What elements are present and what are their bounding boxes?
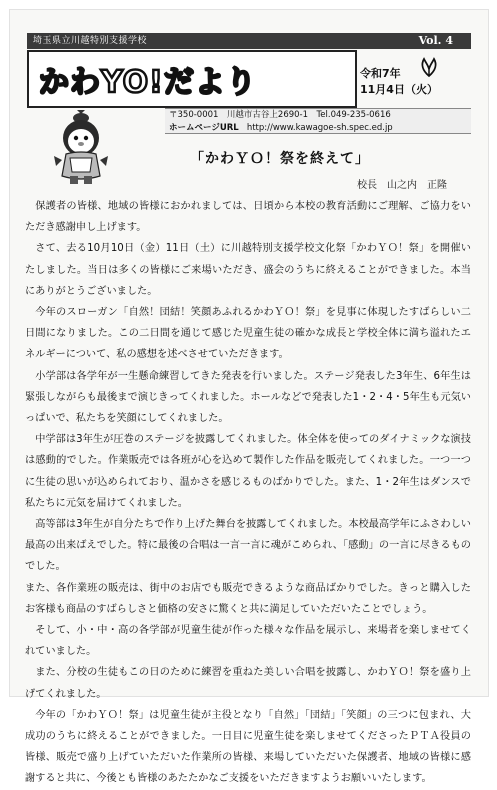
paragraph: さて、去る10月10日（金）11日（土）に川越特別支援学校文化祭「かわＹＯ！祭」を開催いたしました。当日は多くの皆様にご来場いただき、盛会のうちに終えることができました。本当にありがとうございました。 — [25, 243, 471, 297]
paragraph: また、各作業班の販売は、街中のお店でも販売できるような商品ばかりでした。きっと購入したお客様も商品のすばらしさと価格の安さに驚くと共に満足していただいたことでしょう。 — [25, 582, 471, 615]
article-title: 「かわＹＯ！祭を終えて」 — [190, 151, 370, 167]
homepage-label: ホームページURL — [169, 122, 239, 133]
paragraph: 小学部は各学年が一生懸命練習してきた発表を行いました。ステージ発表した3年生、6年生は緊張しながらも最後まで演じきってくれました。ホールなどで発表した1・2・4・5年生も元気いっぱいで、私たちを笑顔にしてくれました。 — [25, 370, 471, 425]
paragraph: 今年のスローガン「自然！団結！笑顔あふれるかわＹＯ！祭」を見事に体現したすばらしい二日間になりました。この二日間を通じて感じた児童生徒の確かな成長と学校全体に満ち溢れたエネルギーについて、私の感想を述べさせていただきます。 — [25, 307, 471, 361]
article-body — [25, 196, 471, 790]
mascot-character-illustration — [46, 110, 116, 190]
newsletter-title-box — [27, 50, 357, 108]
article-author: 校長 山之内 正隆 — [357, 180, 447, 191]
paragraph: 中学部は3年生が圧巻のステージを披露してくれました。体全体を使ってのダイナミックな演技は感動的でした。作業販売では各班が心を込めて製作した作品を販売してくれました。一つ一つに生徒の思いが込められており、温かさを感じるものばかりでした。また、1・2年生はダンスで私たちに元気を届けてくれました。 — [25, 434, 471, 509]
homepage-url[interactable]: http://www.kawagoe-sh.spec.ed.jp — [246, 122, 393, 133]
school-name: 埼玉県立川越特別支援学校 — [33, 36, 148, 46]
paragraph: また、分校の生徒もこの日のために練習を重ねた美しい合唱を披露し、かわＹＯ！祭を盛り上げてくれました。 — [25, 667, 471, 700]
paragraph: 今年の「かわＹＯ！祭」は児童生徒が主役となり「自然」「団結」「笑顔」の三つに包まれ、大成功のうちに終えることができました。一日目に児童生徒を楽しませてくださったＰＴＡ役員の皆様、販売で盛り上げていただいた作業所の皆様、来場していただいた保護者、地域の皆様に感謝すると共に、今後とも皆様のあたたかなご支援をいただきますようお願いいたします。 — [25, 709, 471, 785]
paragraph: 保護者の皆様、地域の皆様におかれましては、日頃から本校の教育活動にご理解、ご協力をいただき感謝申し上げます。 — [25, 201, 471, 234]
school-address: 〒350-0001 川越市古谷上2690-1 Tel.049-235-0616 — [169, 110, 391, 120]
newsletter-title: かわYO!だより — [39, 65, 257, 100]
paragraph: そして、小・中・高の各学部が児童生徒が作った様々な作品を展示し、来場者を楽しませてくれていました。 — [25, 625, 471, 658]
paragraph: 高等部は3年生が自分たちで作り上げた舞台を披露してくれました。本校最高学年にふさわしい最高の出来ばえでした。特に最後の合唱は一言一言に魂がこめられ、「感動」の一言に尽きるものでした。 — [25, 519, 471, 573]
issue-date-box — [360, 56, 470, 106]
homepage-line — [169, 122, 471, 135]
school-name-bar — [27, 33, 471, 49]
volume-label: Vol. 4 — [418, 34, 453, 47]
era-year: 令和7年 — [360, 67, 401, 80]
issue-date: 11月4日（火） — [360, 83, 438, 96]
contact-info-bar — [165, 108, 471, 134]
leaf-logo-icon — [418, 56, 440, 78]
